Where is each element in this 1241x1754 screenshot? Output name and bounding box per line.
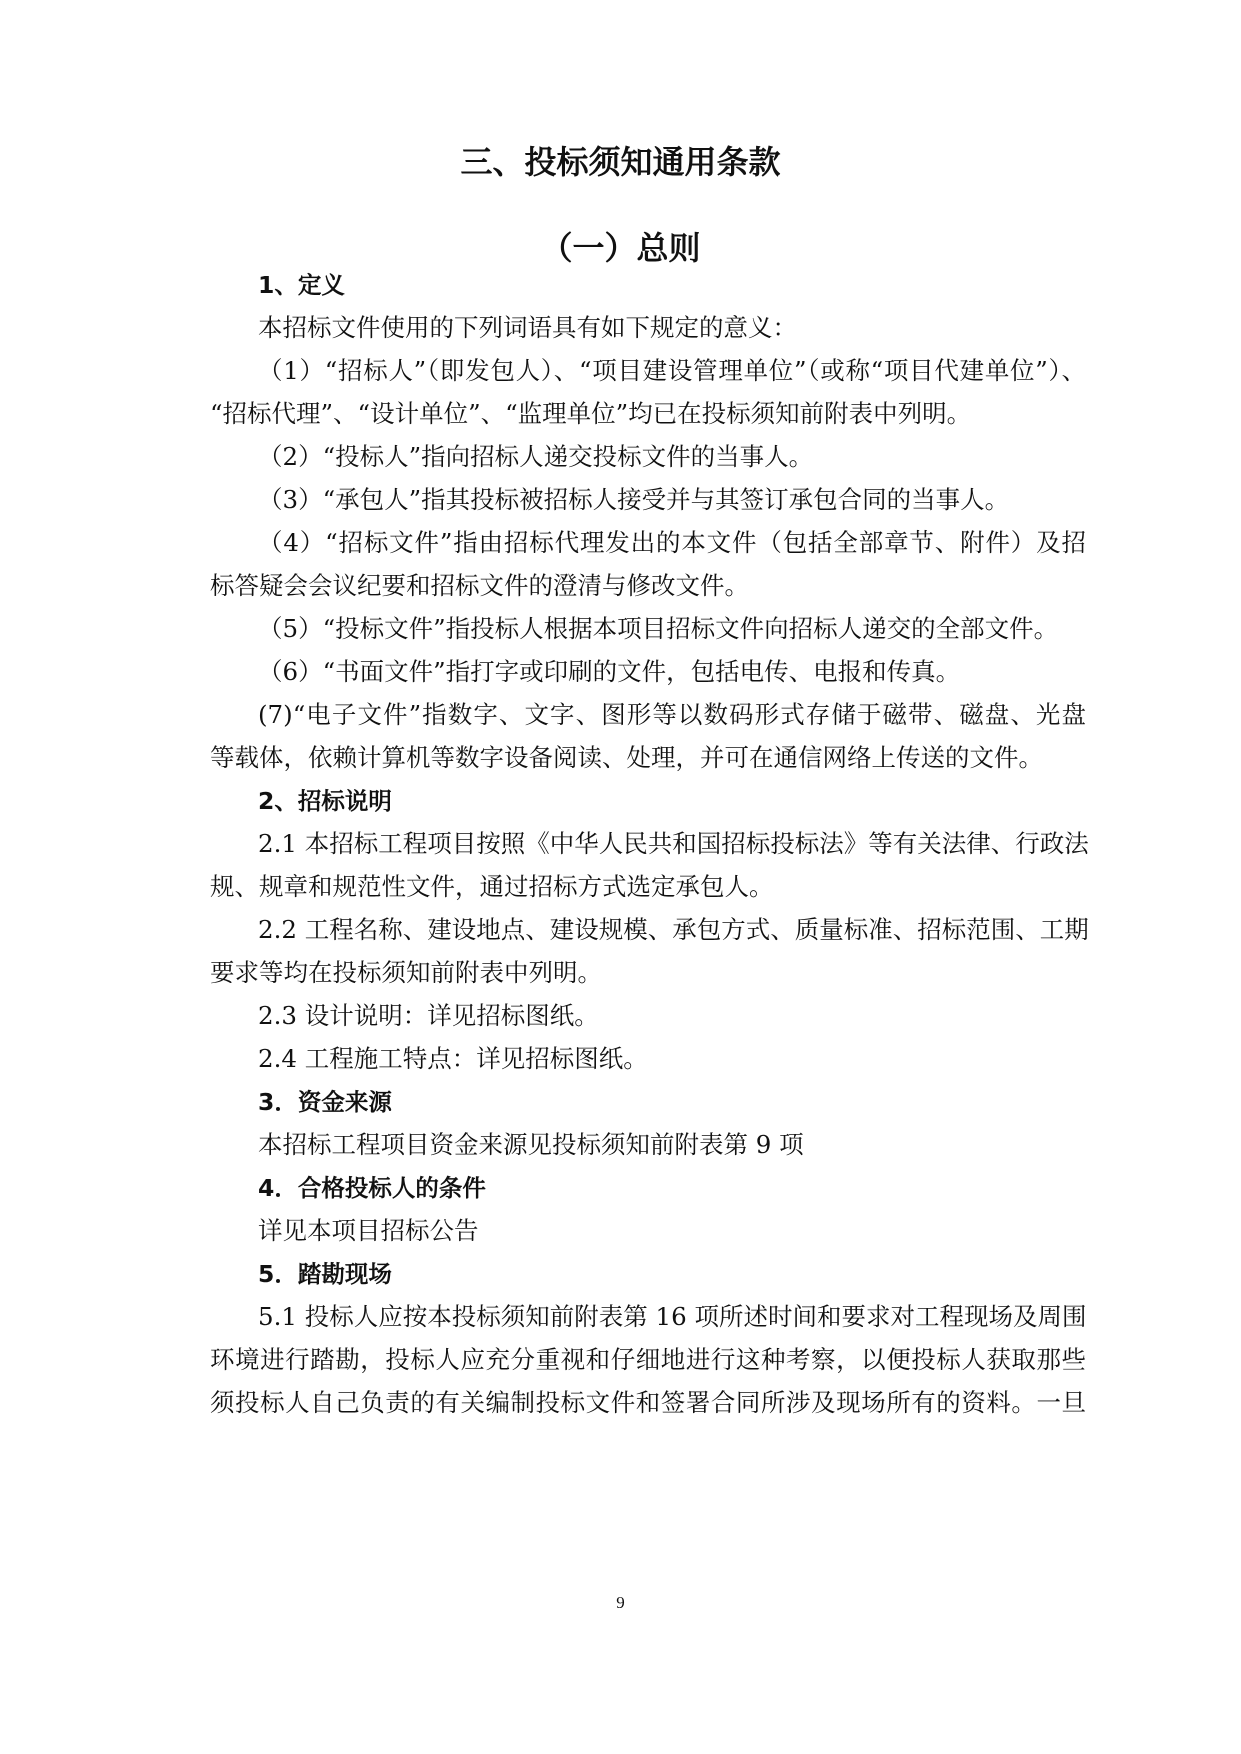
clause-heading-qualified-bidders: 4．合格投标人的条件 [258,1174,486,1202]
paragraph-line: 要求等均在投标须知前附表中列明。 [210,958,602,987]
paragraph-line: 等载体，依赖计算机等数字设备阅读、处理，并可在通信网络上传送的文件。 [210,743,1043,772]
paragraph-line: 详见本项目招标公告 [258,1216,479,1245]
paragraph-line: 规、规章和规范性文件，通过招标方式选定承包人。 [210,872,774,901]
paragraph-line: 5.1 投标人应按本投标须知前附表第 16 项所述时间和要求对工程现场及周围 [258,1302,1087,1331]
clause-heading-bidding-description: 2、招标说明 [258,787,392,815]
paragraph-line: 2.1 本招标工程项目按照《中华人民共和国招标投标法》等有关法律、行政法 [258,829,1089,858]
paragraph-line: “招标代理”、“设计单位”、“监理单位”均已在投标须知前附表中列明。 [210,399,972,428]
paragraph-line: （4）“招标文件”指由招标代理发出的本文件（包括全部章节、附件）及招 [258,528,1086,557]
paragraph-line: 本招标文件使用的下列词语具有如下规定的意义： [258,313,797,342]
paragraph-line: （1）“招标人”（即发包人）、“项目建设管理单位”（或称“项目代建单位”）、 [258,356,1086,385]
paragraph-line: 本招标工程项目资金来源见投标须知前附表第 9 项 [258,1130,804,1159]
paragraph-line: (7)“电子文件”指数字、文字、图形等以数码形式存储于磁带、磁盘、光盘 [258,700,1086,729]
paragraph-line: 2.2 工程名称、建设地点、建设规模、承包方式、质量标准、招标范围、工期 [258,915,1089,944]
section-subtitle: （一）总则 [540,229,701,267]
clause-heading-funding-source: 3．资金来源 [258,1088,392,1116]
paragraph-line: 2.4 工程施工特点：详见招标图纸。 [258,1044,648,1073]
page-number: 9 [616,1593,625,1612]
paragraph-line: （6）“书面文件”指打字或印刷的文件，包括电传、电报和传真。 [258,657,961,686]
clause-heading-definitions: 1、定义 [258,271,345,299]
paragraph-line: （5）“投标文件”指投标人根据本项目招标文件向招标人递交的全部文件。 [258,614,1059,643]
clause-heading-site-visit: 5．踏勘现场 [258,1260,392,1288]
paragraph-line: 标答疑会会议纪要和招标文件的澄清与修改文件。 [210,571,749,600]
paragraph-line: 2.3 设计说明：详见招标图纸。 [258,1001,599,1030]
paragraph-line: 环境进行踏勘，投标人应充分重视和仔细地进行这种考察，以便投标人获取那些 [210,1345,1086,1374]
paragraph-line: 须投标人自己负责的有关编制投标文件和签署合同所涉及现场所有的资料。一旦 [210,1388,1086,1417]
document-title: 三、投标须知通用条款 [460,143,781,181]
paragraph-line: （3）“承包人”指其投标被招标人接受并与其签订承包合同的当事人。 [258,485,1010,514]
paragraph-line: （2）“投标人”指向招标人递交投标文件的当事人。 [258,442,814,471]
